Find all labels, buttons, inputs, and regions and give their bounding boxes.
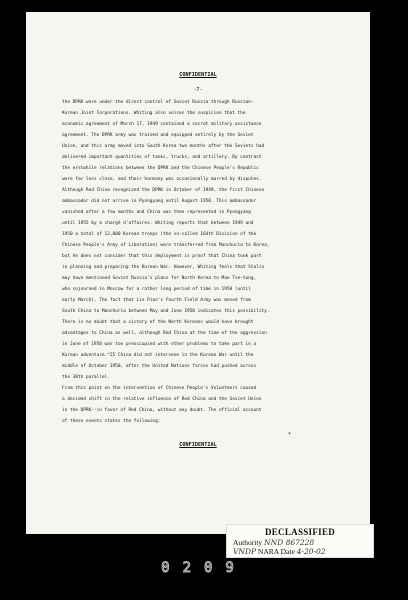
- text-line: the DPRK were under the direct control of Soviet Russia through Russian-: [62, 100, 254, 105]
- text-line: economic agreement of March 17, 1949 contained a secret military assistance: [62, 122, 262, 127]
- page-number: -7-: [193, 87, 203, 93]
- text-line: Although Red China recognized the DPRK in October of 1949, the first Chinese: [62, 188, 265, 193]
- text-line: but he does not consider that this deployment is proof that China took part: [62, 254, 262, 259]
- stamp-authority-value: NND 867228: [264, 538, 315, 547]
- text-line: There is no doubt that a victory of the North Koreans would have brought: [62, 320, 254, 325]
- text-line: in planning and preparing the Korean War. However, Whiting feels that Stalin: [62, 265, 265, 270]
- text-line: Korean Joint Corporations. Whiting also voices the suspicion that the: [62, 111, 246, 116]
- text-line: of these events states the following:: [62, 419, 161, 424]
- text-line: advantages to China as well, although Red China at the time of the aggression: [62, 331, 267, 336]
- text-line: 1950 a total of 12,000 Korean troops (the so-called 164th Division of the: [62, 232, 257, 237]
- text-line: ambassador did not arrive in Pyongyang until August 1950. This ambassador: [62, 199, 257, 204]
- stamp-title: DECLASSIFIED: [264, 527, 336, 537]
- text-line: may have mentioned Soviet Russia's plans for North Korea to Mao Tse-tung,: [62, 276, 257, 281]
- declassification-stamp: [226, 524, 374, 558]
- text-line: were far less close, and their harmony was occasionally marred by disputes.: [62, 177, 262, 182]
- text-line: vanished after a few months and China was then represented in Pyongyang: [62, 210, 251, 215]
- text-line: agreement. The DPRK army was trained and equipped entirely by the Soviet: [62, 133, 254, 138]
- text-line: Chinese People's Army of Liberation) were transferred from Manchuria to Korea,: [62, 243, 270, 248]
- text-line: middle of October 1950, after the United Nations forces had pushed across: [62, 364, 257, 369]
- microfilm-frame-number: 0209: [161, 560, 247, 576]
- text-line: who sojourned in Moscow for a rather long period of time in 1950 (until: [62, 287, 251, 292]
- text-line: delivered important quantities of tanks, trucks, and artillery. By contrast: [62, 155, 262, 160]
- classification-header: CONFIDENTIAL: [179, 72, 217, 78]
- stamp-authority-row: [233, 538, 314, 547]
- text-line: in June of 1950 was too preoccupied with other problems to take part in a: [62, 342, 257, 347]
- text-line: From this point on the intervention of Chinese People's Volunteers caused: [62, 386, 257, 391]
- document-page: [26, 12, 370, 534]
- text-line: Union, and this army moved into South Korea two months after the Soviets had: [62, 144, 265, 149]
- text-line: early March). The fact that Lin Piao's Fourth Field Army was moved from: [62, 298, 251, 303]
- stamp-by-value: VNDP: [233, 547, 257, 556]
- stamp-nara-label: NARA Date: [257, 547, 295, 556]
- classification-footer: CONFIDENTIAL: [179, 442, 217, 448]
- text-line: South China to Manchuria between May and June 1950 indicates this possibility.: [62, 309, 270, 314]
- margin-mark: *: [288, 432, 292, 438]
- text-line: a decided shift in the relative influence of Red China and the Soviet Union: [62, 397, 262, 402]
- stamp-authority-label: Authority: [233, 538, 263, 547]
- text-line: in the DPRK--in favor of Red China, without any doubt. The official account: [62, 408, 262, 413]
- text-line: until 1955 by a chargé d'affaires. Whiting reports that between 1949 and: [62, 221, 254, 226]
- stamp-date-row: [233, 547, 326, 556]
- stamp-date-value: 4-20-02: [296, 547, 326, 556]
- text-line: the 38th parallel.: [62, 375, 110, 380]
- text-line: the erstwhile relations between the DPRK and the Chinese People's Republic: [62, 166, 259, 171]
- text-line: Korean adventure.^25 China did not intervene in the Korean War until the: [62, 353, 254, 358]
